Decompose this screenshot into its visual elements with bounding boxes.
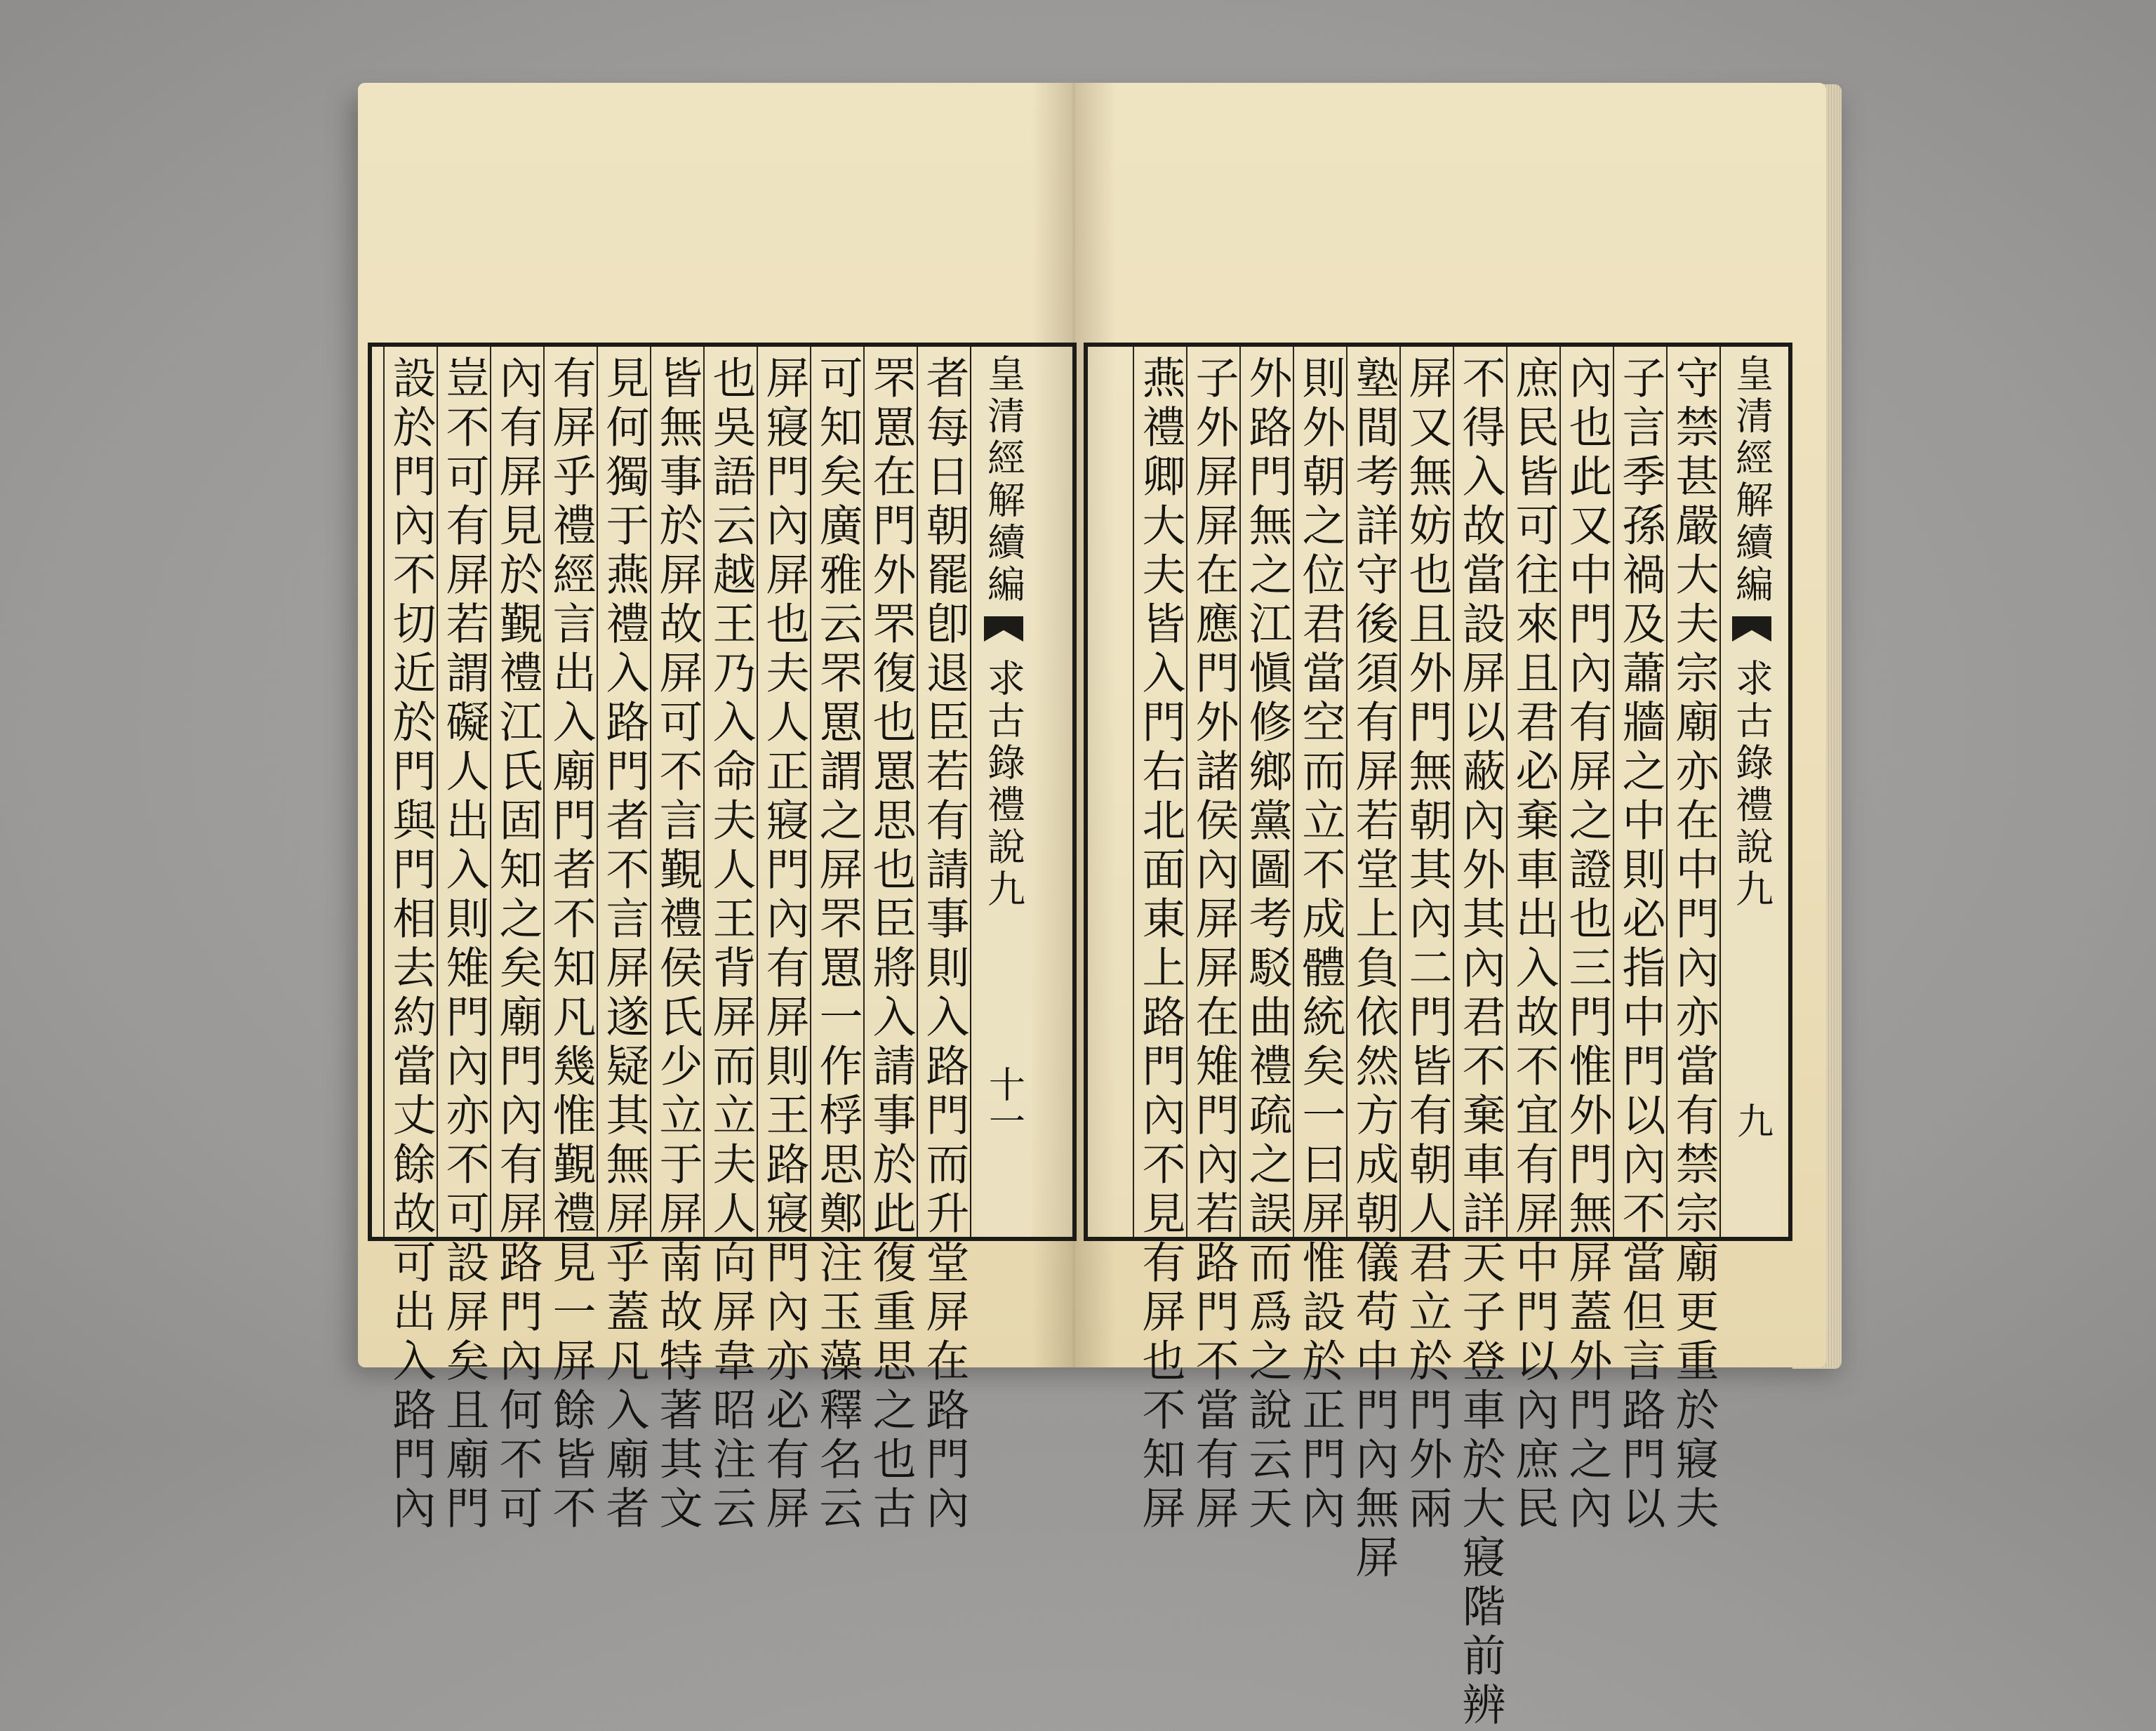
text-column: 燕禮卿大夫皆入門右北面東上路門內不見有屏也不知屏: [1133, 347, 1186, 1237]
chapter-title: 求古錄禮說九: [1729, 658, 1774, 911]
left-text-frame: [368, 343, 1077, 1534]
text-column: 屏又無妨也且外門無朝其內二門皆有朝人君立於門外兩: [1399, 347, 1453, 1237]
text-column: 子言季孫禍及蕭牆之中則必指中門以內不當但言路門以: [1613, 347, 1666, 1237]
right-page-margin: [1724, 347, 1780, 1237]
text-column: 見何獨于燕禮入路門者不言屏遂疑其無屏乎蓋凡入廟者: [597, 347, 650, 1237]
text-column: 有屏乎禮經言出入廟門者不知凡幾惟覲禮見一屏餘皆不: [543, 347, 597, 1237]
page-number: 九: [1730, 1102, 1773, 1139]
text-column: 則外朝之位君當空而立不成體統矣一曰屏惟設於正門內: [1293, 347, 1346, 1237]
right-text-frame: [1084, 343, 1792, 1731]
text-column: 子外屏屏在應門外諸侯內屏屏在雉門內若路門不當有屏: [1186, 347, 1239, 1237]
text-column: 也吳語云越王乃入命夫人王背屏而立夫人向屏韋昭注云: [703, 347, 757, 1237]
margin-rule: [970, 347, 971, 1237]
text-column: 內有屏見於覲禮江氏固知之矣廟門內有屏路門內何不可: [490, 347, 543, 1237]
text-column: 可知矣廣雅云罘罳謂之屏罘罳一作桴思鄭注玉藻釋名云: [810, 347, 863, 1237]
page-number: 十一: [982, 1066, 1025, 1139]
text-column: 守禁甚嚴大夫宗廟亦在中門內亦當有禁宗廟更重於寢夫: [1666, 347, 1719, 1237]
text-column: 外路門無之江愼修鄉黨圖考駁曲禮疏之誤而爲之說云天: [1239, 347, 1293, 1237]
chapter-title: 求古錄禮說九: [981, 658, 1026, 911]
text-column: 者每日朝罷卽退臣若有請事則入路門而升堂屏在路門內: [917, 347, 970, 1237]
text-column: 豈不可有屏若謂礙人出入則雉門內亦不可設屏矣且廟門: [437, 347, 490, 1237]
book-title: 皇清經解續編: [981, 354, 1026, 606]
fish-tail-mark: [1732, 616, 1771, 642]
fish-tail-mark: [984, 616, 1023, 642]
text-column: 內也此又中門內有屏之證也三門惟外門無屏蓋外門之內: [1559, 347, 1613, 1237]
text-column: 庶民皆可往來且君必棄車出入故不宜有屏中門以內庶民: [1506, 347, 1559, 1237]
margin-rule: [1719, 347, 1721, 1237]
text-column: 不得入故當設屏以蔽內外其內君不棄車詳天子登車於大寢階前辨: [1453, 347, 1506, 1237]
text-column: 罘罳在門外罘復也罳思也臣將入請事於此復重思之也古: [863, 347, 917, 1237]
text-column: 屏寢門內屏也夫人正寢門內有屏則王路寢門內亦必有屏: [757, 347, 810, 1237]
text-column: 皆無事於屏故屏可不言覲禮侯氏少立于屏南故特著其文: [650, 347, 703, 1237]
book-title: 皇清經解續編: [1729, 354, 1774, 606]
left-page-margin: [976, 347, 1032, 1237]
text-column: 塾間考詳守後須有屏若堂上負依然方成朝儀苟中門內無屏: [1346, 347, 1399, 1237]
text-column: 設於門內不切近於門與門相去約當丈餘故可出入路門內: [383, 347, 437, 1237]
